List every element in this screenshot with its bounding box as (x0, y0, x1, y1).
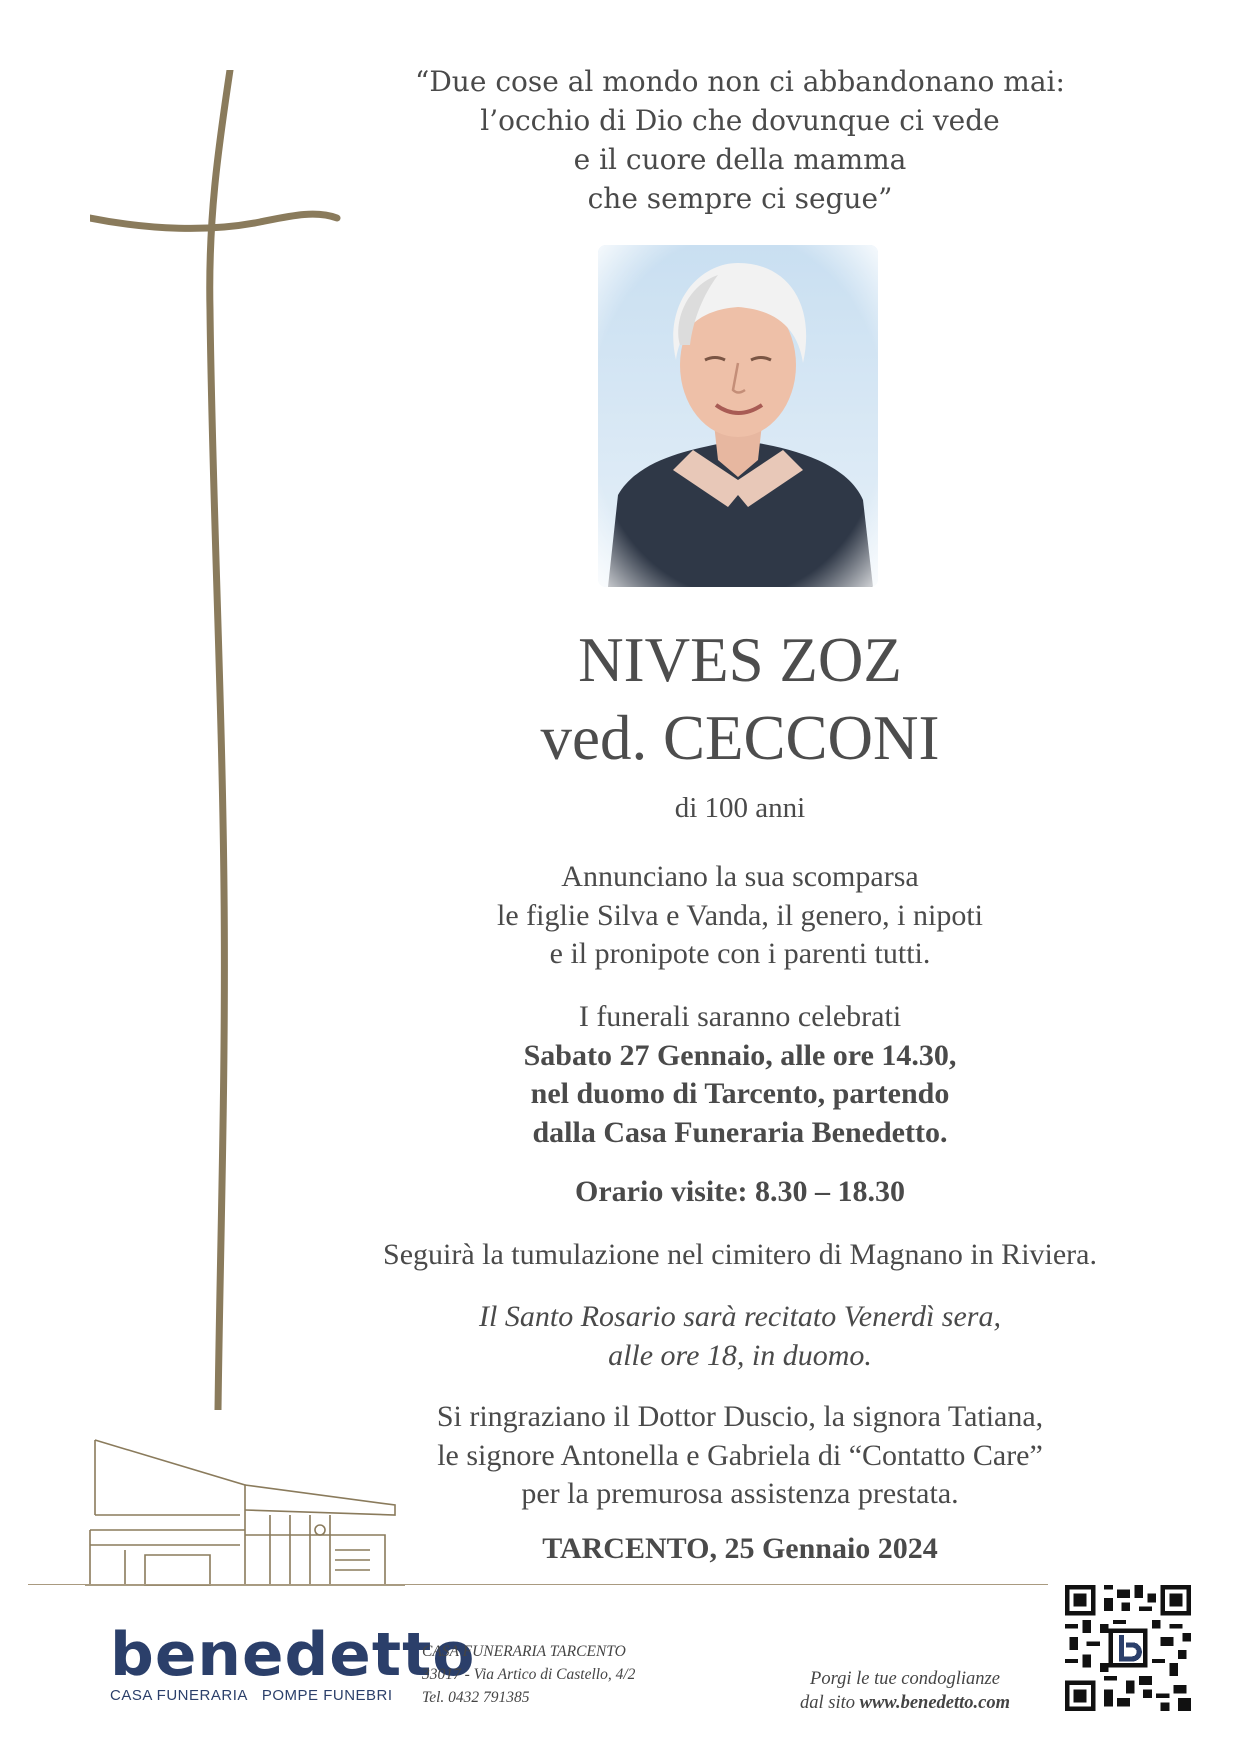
address-line: Tel. 0432 791385 (422, 1689, 530, 1706)
funeral-info (320, 998, 1160, 1152)
condolences-line (800, 1691, 1010, 1715)
thanks-line: per la premurosa assistenza prestata. (521, 1477, 959, 1510)
address-line: CASA FUNERARIA TARCENTO (422, 1643, 626, 1660)
quote-line: che sempre ci segue” (587, 182, 893, 215)
portrait-image (598, 245, 878, 587)
visiting-hours: Orario visite: 8.30 – 18.30 (575, 1175, 905, 1208)
footer-divider (28, 1584, 1048, 1585)
announcement (320, 858, 1160, 974)
cross-icon (90, 70, 350, 1410)
announcement-line: le figlie Silva e Vanda, il genero, i nipoti (496, 898, 983, 932)
deceased-age: di 100 anni (674, 792, 806, 824)
address-line: 33017 - Via Artico di Castello, 4/2 (422, 1666, 636, 1683)
deceased-married-name: ved. CECCONI (540, 703, 940, 773)
funeral-detail-line: dalla Casa Funeraria Benedetto. (532, 1115, 948, 1149)
qr-code-icon[interactable] (1065, 1585, 1191, 1711)
rosary-line: Il Santo Rosario sarà recitato Venerdì sera, (479, 1300, 1001, 1333)
funeral-home-address (422, 1640, 635, 1709)
logo-wordmark: benedetto (110, 1620, 476, 1690)
condolences-line: Porgi le tue condoglianze (810, 1669, 1000, 1689)
thanks (320, 1398, 1160, 1514)
benedetto-logo (110, 1620, 476, 1704)
website-link[interactable]: www.benedetto.com (859, 1693, 1011, 1713)
condolences-prefix: dal sito (800, 1693, 860, 1713)
funeral-detail-line: nel duomo di Tarcento, partendo (530, 1077, 950, 1110)
announcement-line: e il pronipote con i parenti tutti. (549, 937, 931, 970)
thanks-line: Si ringraziano il Dottor Duscio, la signora Tatiana, (436, 1400, 1044, 1433)
logo-sub-pompe: POMPE FUNEBRI (261, 1687, 393, 1704)
burial-info: Seguirà la tumulazione nel cimitero di Magnano in Riviera. (383, 1238, 1097, 1271)
quote-line: “Due cose al mondo non ci abbandonano mai: (415, 65, 1065, 98)
announcement-line: Annunciano la sua scomparsa (561, 860, 919, 893)
funeral-home-building-icon (85, 1435, 405, 1595)
thanks-line: le signore Antonella e Gabriela di “Contatto Care” (437, 1438, 1043, 1472)
funeral-intro: I funerali saranno celebrati (578, 1000, 902, 1033)
rosary-info (320, 1298, 1160, 1375)
epigraph-quote (300, 62, 1180, 218)
rosary-line: alle ore 18, in duomo. (608, 1338, 872, 1372)
place-date: TARCENTO, 25 Gennaio 2024 (542, 1532, 938, 1565)
funeral-detail-line: Sabato 27 Gennaio, alle ore 14.30, (523, 1038, 957, 1072)
portrait-photo (598, 245, 878, 587)
deceased-name: NIVES ZOZ (578, 625, 902, 695)
quote-line: l’occhio di Dio che dovunque ci vede (480, 104, 1000, 137)
condolences-note (800, 1667, 1010, 1715)
logo-sub-casa: CASA FUNERARIA (110, 1687, 248, 1704)
quote-line: e il cuore della mamma (573, 143, 907, 176)
